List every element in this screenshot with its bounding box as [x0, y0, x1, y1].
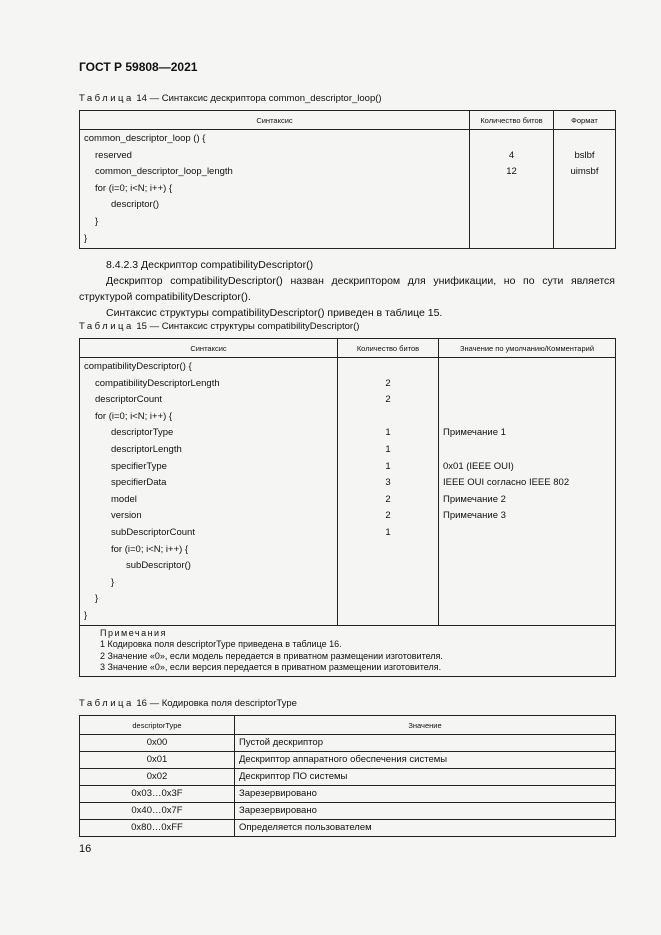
syntax-line: model: [111, 493, 137, 505]
table15-notes: [80, 625, 616, 676]
syntax-line: for (i=0; i<N; i++) {: [95, 410, 173, 422]
syntax-line: }: [111, 576, 115, 588]
syntax-line: }: [84, 232, 88, 244]
table16-caption: [79, 698, 297, 709]
table16-header-code: descriptorType: [80, 716, 235, 735]
bits-value: 2: [385, 510, 391, 522]
code-cell: 0x01: [80, 752, 235, 769]
notes-title: Примечания: [100, 627, 167, 638]
table16: [79, 715, 616, 837]
comment-value: [443, 409, 615, 426]
table-row: [80, 803, 616, 820]
syntax-line: for (i=0; i<N; i++) {: [95, 182, 173, 194]
bits-value: 1: [385, 460, 391, 472]
page-number: 16: [79, 843, 92, 855]
table-row: [80, 752, 616, 769]
syntax-line: }: [84, 609, 88, 621]
table15-bits-column: [338, 358, 439, 626]
table-row: [80, 769, 616, 786]
comment-value: [443, 392, 615, 409]
bits-value: 1: [385, 443, 391, 455]
syntax-line: reserved: [95, 149, 132, 161]
comment-value: 0x01 (IEEE OUI): [443, 460, 514, 472]
bits-value: 4: [508, 149, 515, 161]
code-cell: 0x00: [80, 735, 235, 752]
table15: [79, 338, 616, 677]
table14: [79, 110, 616, 249]
table16-caption-word: Таблица: [79, 698, 134, 709]
bits-value: 2: [385, 377, 391, 389]
bits-value: 1: [385, 427, 391, 439]
syntax-line: subDescriptorCount: [111, 526, 195, 538]
comment-value: IEEE OUI согласно IEEE 802: [443, 477, 570, 489]
syntax-line: descriptorLength: [111, 443, 182, 455]
table15-header-comment: Значение по умолчанию/Комментарий: [439, 339, 616, 358]
section-paragraph: Дескриптор compatibilityDescriptor() назван дескриптором для унификации, но по сути является структурой compatibilityDescriptor().: [79, 275, 615, 303]
comment-value: Примечание 3: [443, 510, 506, 522]
syntax-line: common_descriptor_loop () {: [84, 133, 206, 144]
syntax-line: for (i=0; i<N; i++) {: [111, 543, 189, 555]
table15-comment-column: [439, 358, 616, 626]
syntax-line: specifierData: [111, 477, 167, 489]
table14-caption: [79, 93, 382, 104]
code-cell: 0x80…0xFF: [80, 820, 235, 837]
comment-value: [443, 359, 615, 376]
comment-value: [443, 376, 615, 393]
section-paragraph: Синтаксис структуры compatibilityDescriptor() приведен в таблице 15.: [106, 307, 443, 319]
table-row: [80, 820, 616, 837]
bits-value: [338, 409, 438, 426]
bits-value: [470, 131, 553, 148]
table14-format-column: [554, 130, 616, 249]
code-cell: 0x02: [80, 769, 235, 786]
bits-value: 1: [385, 526, 391, 538]
bits-value: 2: [385, 493, 391, 505]
bits-value: [338, 359, 438, 376]
syntax-line: common_descriptor_loop_length: [95, 166, 233, 178]
comment-value: [443, 442, 615, 459]
table-row: [80, 786, 616, 803]
table15-caption-title: 15 — Синтаксис структуры compatibilityDescriptor(): [133, 321, 360, 332]
value-cell: Дескриптор аппаратного обеспечения системы: [235, 752, 616, 769]
format-value: bslbf: [574, 149, 595, 161]
table16-header-value: Значение: [235, 716, 616, 735]
table14-header-syntax: Синтаксис: [80, 111, 470, 130]
syntax-line: }: [95, 593, 99, 605]
syntax-line: specifierType: [111, 460, 167, 472]
table14-syntax-column: [80, 130, 470, 249]
table15-caption: [79, 321, 359, 332]
value-cell: Зарезервировано: [235, 803, 616, 820]
comment-value: Примечание 1: [443, 427, 506, 439]
note-item: 3 Значение «0», если версия передается в приватном размещении изготовителя.: [100, 662, 442, 673]
section-heading: 8.4.2.3 Дескриптор compatibilityDescriptor(): [106, 259, 314, 271]
table14-bits-column: [470, 130, 554, 249]
table14-caption-title: 14 — Синтаксис дескриптора common_descriptor_loop(): [133, 93, 382, 104]
syntax-line: }: [95, 215, 99, 227]
value-cell: Дескриптор ПО системы: [235, 769, 616, 786]
note-item: 2 Значение «0», если модель передается в приватном размещении изготовителя.: [100, 650, 443, 661]
section-text: [79, 257, 615, 321]
value-cell: Пустой дескриптор: [235, 735, 616, 752]
note-item: 1 Кодировка поля descriptorType приведена в таблице 16.: [100, 639, 342, 650]
bits-value: 2: [385, 394, 391, 406]
syntax-line: version: [111, 510, 142, 522]
format-value: uimsbf: [570, 166, 599, 178]
table14-header-bits: Количество битов: [470, 111, 554, 130]
syntax-line: descriptor(): [111, 199, 160, 211]
value-cell: Зарезервировано: [235, 786, 616, 803]
standard-header: ГОСТ Р 59808—2021: [79, 60, 198, 74]
syntax-line: compatibilityDescriptorLength: [95, 377, 220, 389]
syntax-line: descriptorCount: [95, 394, 163, 406]
value-cell: Определяется пользователем: [235, 820, 616, 837]
comment-value: Примечание 2: [443, 493, 506, 505]
bits-value: 12: [506, 166, 517, 178]
code-cell: 0x40…0x7F: [80, 803, 235, 820]
table15-caption-word: Таблица: [79, 321, 134, 332]
syntax-line: subDescriptor(): [126, 560, 191, 572]
format-value: [554, 131, 615, 148]
code-cell: 0x03…0x3F: [80, 786, 235, 803]
table15-header-bits: Количество битов: [338, 339, 439, 358]
table14-caption-word: Таблица: [79, 93, 134, 104]
syntax-line: descriptorType: [111, 427, 174, 439]
table-row: [80, 735, 616, 752]
table14-header-format: Формат: [554, 111, 616, 130]
table16-caption-title: 16 — Кодировка поля descriptorType: [133, 698, 297, 709]
table15-header-syntax: Синтаксис: [80, 339, 338, 358]
syntax-line: compatibilityDescriptor() {: [84, 361, 192, 372]
table15-syntax-column: [80, 358, 338, 626]
bits-value: 3: [385, 477, 391, 489]
